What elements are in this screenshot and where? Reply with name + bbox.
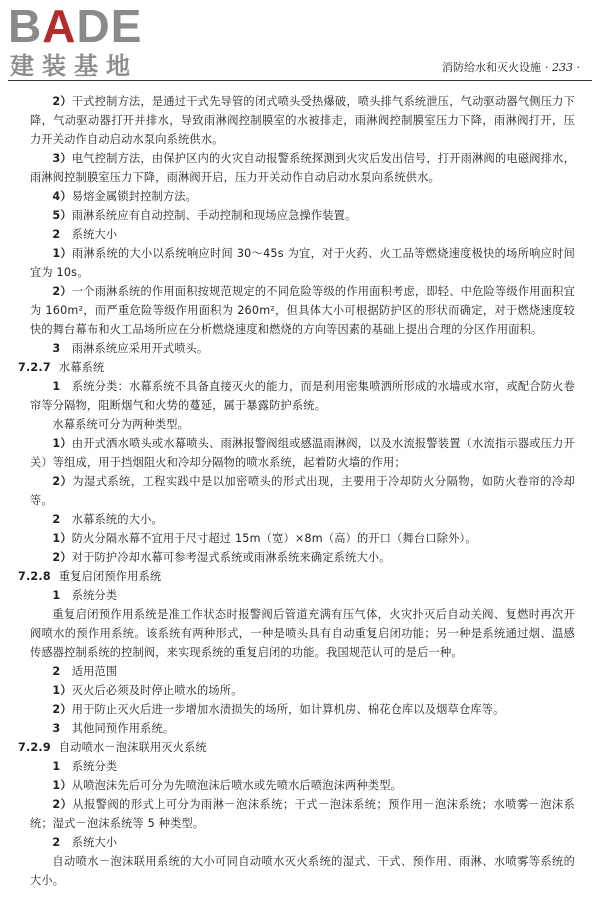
item-number: 5） [52, 209, 72, 222]
logo [8, 2, 142, 50]
paragraph [30, 415, 575, 434]
list-item [30, 510, 575, 529]
item-text: 系统分类 [71, 589, 118, 602]
section-title: 重复启闭预作用系统 [58, 570, 162, 583]
item-text: 易熔金属锁封控制方法。 [71, 190, 198, 203]
item-number: 1） [52, 684, 72, 697]
section-number: 7.2.9 [18, 741, 51, 754]
item-text: 从报警阀的形式上可分为雨淋－泡沫系统；干式－泡沫系统；预作用－泡沫系统；水喷雾－泡沫系统；湿式－泡沫系统等 5 种类型。 [30, 798, 576, 830]
item-text: 系统分类：水幕系统不具备直接灭火的能力，而是利用密集喷洒所形成的水墙或水帘，或配合防火卷帘等分隔物，阻断烟气和火势的蔓延，属于暴露防护系统。 [30, 380, 575, 412]
logo-chinese: 建装基地 [10, 52, 138, 80]
body-text [18, 92, 576, 890]
item-text: 为湿式系统，工程实践中是以加密喷头的形式出现，主要用于冷却防火分隔物，如防火卷帘的冷却等。 [30, 475, 576, 507]
list-item [30, 662, 575, 681]
list-item [30, 833, 575, 852]
list-item [30, 586, 575, 605]
item-text: 水幕系统的大小。 [71, 513, 163, 526]
item-text: 用于防止灭火后进一步增加水渍损失的场所，如计算机房、棉花仓库以及烟草仓库等。 [71, 703, 505, 716]
list-item [30, 548, 575, 567]
section-heading [18, 567, 575, 586]
item-number: 1） [52, 437, 72, 450]
item-number: 1 [52, 760, 61, 773]
paragraph [30, 605, 575, 662]
list-item [30, 377, 575, 415]
item-text: 系统大小 [71, 228, 118, 241]
item-text: 适用范围 [71, 665, 118, 678]
item-number: 1） [52, 247, 72, 260]
list-item [30, 795, 575, 833]
list-item [30, 529, 575, 548]
list-item [30, 187, 575, 206]
item-text: 其他同预作用系统。 [71, 722, 175, 735]
list-item [30, 719, 575, 738]
item-text: 干式控制方法，是通过干式先导管的闭式喷头受热爆破，喷头排气系统泄压，气动驱动器气侧压力下降，气动驱动器打开并排水，导致雨淋阀控制膜室的水被排走，雨淋阀控制膜室压力下降，雨淋阀打开，压力开关动作自动启动水泵向系统供水。 [30, 95, 575, 146]
item-text: 防火分隔水幕不宜用于尺寸超过 15m（宽）×8m（高）的开口（舞台口除外）。 [71, 532, 477, 545]
item-number: 2） [52, 475, 73, 488]
item-number: 1） [52, 532, 72, 545]
item-text: 一个雨淋系统的作用面积按规范规定的不同危险等级的作用面积考虑，即轻、中危险等级作用面积宜为 160m²，而严重危险等级作用面积为 260m²，但具体大小可根据防护区的形状而确定，对于燃烧速度较快的舞台幕布和火工品场所应在分析燃烧速度和燃烧的方向等因素的基础上提出合理的分区作用面积。 [30, 285, 575, 336]
item-number: 1） [52, 779, 72, 792]
running-header [442, 60, 580, 76]
item-text: 灭火后必须及时停止喷水的场所。 [71, 684, 243, 697]
item-number: 2） [52, 95, 72, 108]
list-item [30, 681, 575, 700]
list-item [30, 700, 575, 719]
section-heading [18, 358, 575, 377]
item-text: 自动喷水－泡沫联用系统的大小可同自动喷水灭火系统的湿式、干式、预作用、雨淋、水喷雾等系统的大小。 [30, 855, 575, 887]
logo-letters: DE [76, 0, 143, 52]
item-number: 2） [52, 285, 72, 298]
item-text: 电气控制方法，由保护区内的火灾自动报警系统探测到火灾后发出信号，打开雨淋阀的电磁阀排水，雨淋阀控制膜室压力下降，雨淋阀开启，压力开关动作自动启动水泵向系统供水。 [30, 152, 575, 184]
item-number: 2 [52, 836, 61, 849]
list-item [30, 206, 575, 225]
logo-accent-letter: A [42, 0, 77, 52]
item-number: 3 [52, 722, 61, 735]
list-item [30, 225, 575, 244]
list-item [30, 92, 575, 149]
item-text: 水幕系统可分为两种类型。 [52, 418, 190, 431]
item-number: 1 [52, 589, 61, 602]
item-number: 2） [52, 798, 73, 811]
list-item [30, 434, 575, 472]
item-number: 4） [52, 190, 72, 203]
item-text: 从喷泡沫先后可分为先喷泡沫后喷水或先喷水后喷泡沫两种类型。 [71, 779, 403, 792]
item-text: 雨淋系统的大小以系统响应时间 30～45s 为宜，对于火药、火工品等燃烧速度极快的场所响应时间宜为 10s。 [30, 247, 575, 279]
section-number: 7.2.7 [18, 361, 51, 374]
item-text: 重复启闭预作用系统是准工作状态时报警阀后管道充满有压气体，火灾扑灭后自动关阀、复燃时再次开阀喷水的预作用系统。该系统有两种形式，一种是喷头具有自动重复启闭功能；另一种是系统通过烟、温感传感器控制系统的控制阀，来实现系统的重复启闭的功能。我国规范认可的是后一种。 [30, 608, 575, 659]
section-title: 自动喷水－泡沫联用灭火系统 [58, 741, 207, 754]
item-text: 由开式洒水喷头或水幕喷头、雨淋报警阀组或感温雨淋阀，以及水流报警装置（水流指示器或压力开关）等组成，用于挡烟阻火和冷却分隔物的喷水系统，起着防火墙的作用； [30, 437, 575, 469]
page-number: · 233 · [545, 61, 580, 74]
list-item [30, 244, 575, 282]
item-text: 系统分类 [71, 760, 118, 773]
item-text: 对于防护冷却水幕可参考湿式系统或雨淋系统来确定系统大小。 [71, 551, 391, 564]
item-number: 3 [52, 342, 61, 355]
section-heading [18, 738, 575, 757]
item-text: 雨淋系统应有自动控制、手动控制和现场应急操作装置。 [71, 209, 357, 222]
item-number: 2 [52, 228, 61, 241]
running-title: 消防给水和灭火设施 [442, 61, 542, 74]
item-number: 2） [52, 551, 72, 564]
section-title: 水幕系统 [58, 361, 105, 374]
list-item [30, 776, 575, 795]
list-item [30, 757, 575, 776]
item-number: 3） [52, 152, 72, 165]
list-item [30, 472, 575, 510]
item-number: 2 [52, 513, 61, 526]
item-number: 2） [52, 703, 72, 716]
list-item [30, 339, 575, 358]
item-number: 2 [52, 665, 61, 678]
item-number: 1 [52, 380, 61, 393]
list-item [30, 282, 575, 339]
section-number: 7.2.8 [18, 570, 51, 583]
paragraph [30, 852, 575, 890]
logo-letter: B [8, 0, 43, 52]
header-rule [8, 80, 592, 81]
item-text: 系统大小 [71, 836, 118, 849]
list-item [30, 149, 575, 187]
page-header [0, 0, 600, 82]
item-text: 雨淋系统应采用开式喷头。 [71, 342, 209, 355]
